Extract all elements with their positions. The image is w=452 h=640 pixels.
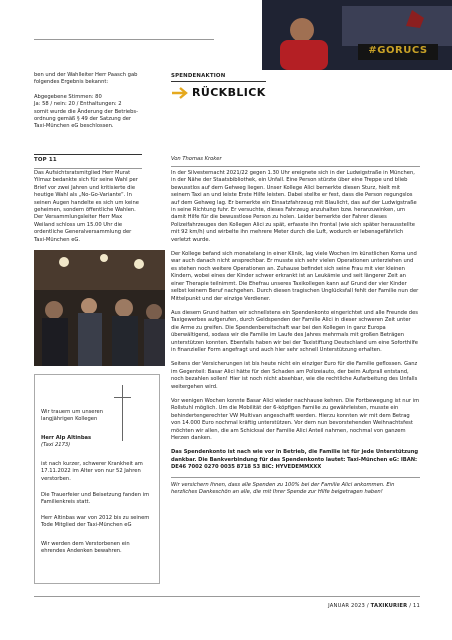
background-flag: [342, 6, 452, 46]
top-rule: [34, 39, 214, 40]
votes-given: Abgegebene Stimmen: 80: [34, 93, 102, 100]
top11-rule-lower: [34, 168, 142, 169]
section-label: SPENDENAKTION: [171, 73, 226, 79]
top11-label: TOP 11: [34, 157, 57, 163]
election-result-block: [34, 72, 142, 131]
author-rule: [171, 166, 420, 167]
person-head: [290, 18, 314, 42]
article-paragraph-5: Vor wenigen Wochen konnte Basar Alici wieder nachhause kehren. Die Fortbewegung ist nur im Rollstuhl möglich. Um die Mobilität der 6-köpfigen Familie zu gewährleisten, musste ein behindertengerechter VW Multivan angeschafft werden. Hierzu konnten wir mit dem Betrag von 14.000 Euro nochmal kräftig unterstützen. Vor dem nun bevorstehenden Weihnachtsfest möchten wir allen, die am Schicksal der Familie Alici Anteil nahmen, nochmal von ganzem Herzen danken.: [171, 397, 420, 441]
photo-assembly: [34, 250, 165, 366]
section-rule: [171, 81, 266, 82]
arrow-right-icon: [171, 87, 189, 99]
article-paragraph-3: Aus diesem Grund hatten wir schnellstens ein Spendenkonto eingerichtet und alle Freunde des Taxigewerbes aufgerufen, durch Geldspenden der Familie Alici in dieser schweren Zeit unter die Arme zu greifen. Die Spendenbereitschaft war bei den Kollegen in ganz Europa überwältigend, sodass wir die Familie im Laufe des Jahres mehrmals mit großen Beträgen unterstützen konnten. Ebenfalls haben wir bei der Taxistiftung Deutschland um eine Soforthilfe in finanzieller Form angefragt und auch hier sehr schnell Unterstützung erhalten.: [171, 309, 418, 353]
photo-family: [262, 0, 452, 70]
closing-note: Wir versichern Ihnen, dass alle Spenden zu 100% bei der Familie Alici ankommen. Ein herzliches Dankeschön an alle, die mit Ihrer Spende zur Hilfe beigetragen haben!: [171, 481, 395, 496]
rubric-title: RÜCKBLICK: [192, 86, 266, 99]
article-paragraph-1: In der Silvesternacht 2021/22 gegen 1.30 Uhr ereignete sich in der Ludwigstraße in München, in der Nähe der Staatsbibliothek, ein Unfall. Eine Person stürzte über eine Treppe und blieb bewusstlos auf dem Gehweg liegen. Unser Kollege Alici bemerkte diesen Sturz, hielt mit seinem Taxi an und leiste Erste Hilfe leisten. Dabei stellte er fest, dass die Person regungslos auf dem Gehweg lag. Er bemerkte ein Einsatzfahrzeug mit Blaulicht, das auf der Ludwigstraße in seine Richtung fuhr. Er versuchte, dieses Fahrzeug anzuhalten bzw. heranzuwinken, um damit Hilfe für die bewusstlose Person zu holen. Leider bemerkte der Fahrer dieses Polizeifahrzeuges den Kollegen Alici zu spät, erfasste ihn frontal (wie sich später herausstellte mit 92 km/h) und wirbelte ihn mehrere Meter durch die Luft, wodurch er lebensgefährlich verletzt wurde.: [171, 170, 417, 243]
election-intro: ben und der Wahlleiter Herr Paasch gab folgendes Ergebnis bekannt:: [34, 72, 138, 86]
article-body: [171, 170, 420, 496]
top11-rule: [34, 154, 142, 155]
obituary-service: Die Trauerfeier und Beisetzung fanden im Familienkreis statt.: [41, 492, 150, 506]
election-outcome: somit wurde die Änderung der Betriebsordnung gemäß § 49 der Satzung der Taxi-München eG beschlossen.: [34, 108, 138, 130]
obituary-intro: Wir trauern um unseren langjährigen Kollegen: [41, 409, 103, 423]
obituary-text: ist nach kurzer, schwerer Krankheit am 17.11.2022 im Alter von nur 52 Jahren verstorben.: [41, 461, 143, 482]
article-paragraph-2: Der Kollege befand sich monatelang in einer Klinik, lag viele Wochen im künstlichen Koma und war auch danach nicht ansprechbar. Er musste sich sehr vielen Operationen unterziehen und es stehen noch weitere Operationen an. Zuhause befindet sich seine Frau mit vier kleinen Kindern, wobei eines der Kinder schwer erkrankt ist an Leukämie und seit längerer Zeit an einer Therapie teilnimmt. Die Ehefrau unseres Taxikollegen kann auf Grund der vier Kinder selbst keinem Beruf nachgehen. Durch diesen tragischen Unglücksfall fehlt der Familie nun der Mittelpunkt und der einzige Verdiener.: [171, 251, 419, 302]
footer-magazine: TAXIKURIER: [370, 603, 408, 609]
cross-horizontal: [114, 397, 131, 398]
footer-page: 11: [412, 603, 420, 609]
rubric: [171, 86, 266, 99]
obituary-box: [34, 374, 160, 584]
person-shirt: [280, 40, 328, 70]
author-line: Von Thomas Kroker: [171, 156, 222, 162]
photo-sign-text: #GORUCS: [368, 45, 428, 56]
footer-rule: [34, 596, 420, 597]
article-paragraph-4: Seitens der Versicherungen ist bis heute nicht ein einziger Euro für die Familie geflossen. Ganz im Gegenteil: Basar Alici hätte für den Schaden am Polizeiauto, der beim Aufprall entstand, noch bezahlen sollen! Hier ist noch nicht absehbar, wie die rechtliche Aufarbeitung des Unfalls weitergehen wird.: [171, 361, 418, 390]
obituary-member-no: (Taxi 2173): [41, 442, 71, 448]
obituary-member-since: Herr Altinbas war von 2012 bis zu seinem Tode Mitglied der Taxi-München eG: [41, 515, 150, 529]
votes-result: Ja: 58 / nein: 20 / Enthaltungen: 2: [34, 101, 122, 108]
photo-family-scene: [262, 0, 452, 70]
page-footer: JANUAR 2023 / TAXIKURIER / 11: [328, 603, 420, 609]
photo-assembly-scene: [34, 250, 165, 366]
donation-account: Das Spendenkonto ist nach wie vor in Betrieb, die Familie ist für jede Unterstützung dankbar. Die Bankverbindung für das Spendenkonto lautet: Taxi-München eG: IBAN: DE46 7002 0270 0035 8718 53 BIC: HYVEDEMMXXX: [171, 449, 419, 471]
footer-issue: JANUAR 2023: [328, 603, 365, 609]
obituary-memory: Wir werden dem Verstorbenen ein ehrendes Andenken bewahren.: [41, 541, 130, 555]
cross-vertical: [122, 385, 123, 441]
top11-text: Das Aufsichtsratsmitglied Herr Murat Yilmaz bedankte sich für seine Wahl per Brief vor zwei Jahren und kritisierte die heutige Wahl als „No-Go-Variante“. In seinen Augen handelte es sich um keine geheimen, sondern öffentliche Wahlen. Der Versammlungsleiter Herr Max Weiland schloss um 15.00 Uhr die ordentliche Generalversammlung der Taxi-München eG.: [34, 170, 139, 243]
closing-rule: [171, 477, 420, 478]
obituary-name: Herr Alp Altinbas: [41, 435, 92, 441]
